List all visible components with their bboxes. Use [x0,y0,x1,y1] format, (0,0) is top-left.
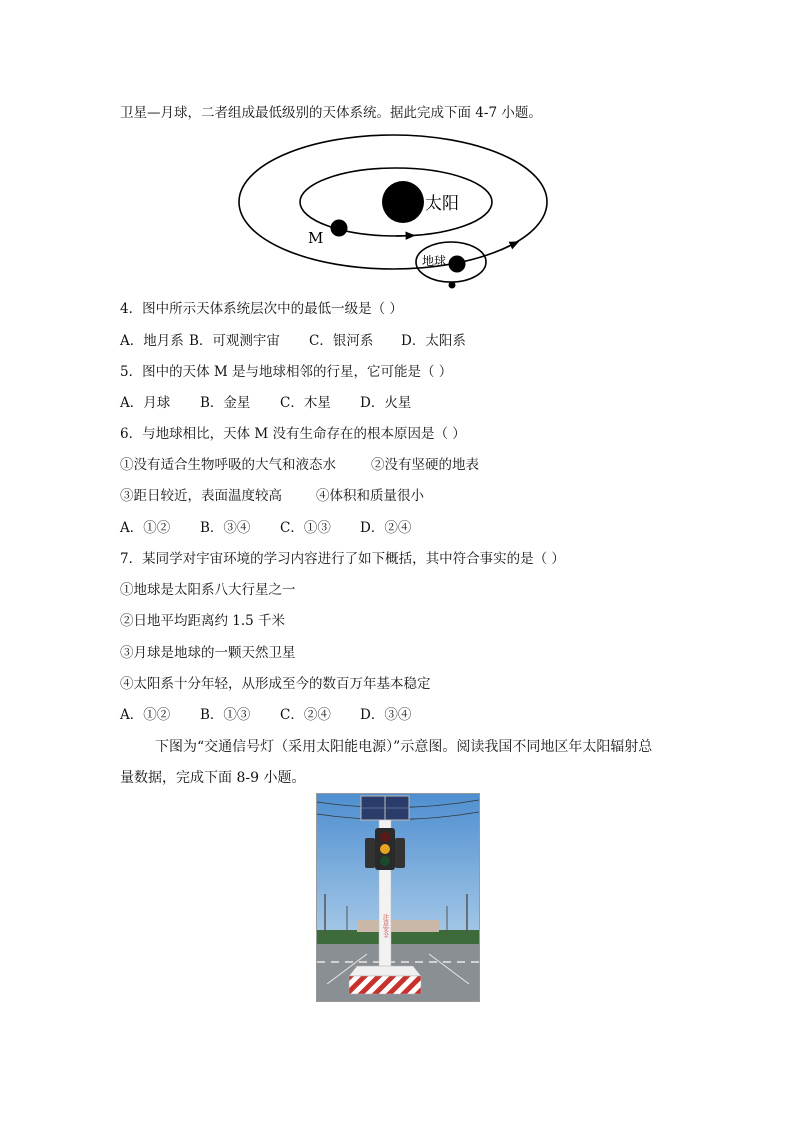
question-5-options [120,393,411,413]
question-7-statement-1: ①地球是太阳系八大行星之一 [120,582,296,598]
sun [382,181,424,223]
option-d: D．火星 [360,395,412,411]
tree-line [317,930,479,944]
option-a: A．①② [120,707,171,723]
statement-4: ④体积和质量很小 [316,488,424,504]
option-c: C．①③ [280,520,331,536]
question-7-statement-2: ②日地平均距离约 1.5 千米 [120,613,286,629]
question-4-stem: 4．图中所示天体系统层次中的最低一级是（ ） [120,301,403,317]
question-6-stem: 6．与地球相比，天体 M 没有生命存在的根本原因是（ ） [120,426,466,442]
yellow-light [380,844,390,854]
pole-slogan: 注意安全 [381,914,389,938]
planet-m [331,220,348,237]
question-7-statement-4: ④太阳系十分年轻，从形成至今的数百万年基本稳定 [120,676,431,692]
sun-label: 太阳 [425,194,459,214]
option-d: D．③④ [360,707,412,723]
option-a: A．①② [120,520,171,536]
statement-1: ①没有适合生物呼吸的大气和液态水 [120,457,336,473]
question-6-statements-row2 [120,486,424,506]
statement-3: ③距日较近，表面温度较高 [120,488,282,504]
distant-building [357,920,439,932]
option-c: C．银河系 [309,333,374,349]
red-light [380,832,390,842]
green-light [380,856,390,866]
question-4-options [120,331,466,351]
intro-line: 卫星—月球，二者组成最低级别的天体系统。据此完成下面 4-7 小题。 [120,105,542,121]
passage-line-2: 量数据，完成下面 8-9 小题。 [120,770,306,786]
option-a: A．地月系 [120,333,184,349]
moon [449,282,456,289]
option-b: B．①③ [200,707,251,723]
option-c: C．②④ [280,707,331,723]
signal-head-right [395,838,405,868]
signal-head-left [365,838,375,868]
question-5-stem: 5．图中的天体 M 是与地球相邻的行星，它可能是（ ） [120,364,453,380]
question-7-options [120,705,411,725]
question-7-statement-3: ③月球是地球的一颗天然卫星 [120,645,296,661]
solar-system-diagram [236,130,556,295]
question-6-options [120,518,411,538]
option-d: D．太阳系 [401,333,466,349]
earth-label: 地球 [422,254,447,268]
option-b: B．可观测宇宙 [189,333,280,349]
signal-base-top [349,966,421,976]
outer-orbit-arrow [501,242,518,250]
option-b: B．③④ [200,520,251,536]
signal-base-stripes [349,976,421,994]
m-label: M [308,229,324,247]
inner-orbit-arrow [396,236,414,237]
option-a: A．月球 [120,395,171,411]
question-6-statements-row1 [120,455,479,475]
passage-line-1: 下图为“交通信号灯（采用太阳能电源）”示意图。阅读我国不同地区年太阳辐射总 [155,739,653,755]
option-b: B．金星 [200,395,251,411]
traffic-light-photo [316,793,480,1002]
question-7-stem: 7．某同学对宇宙环境的学习内容进行了如下概括，其中符合事实的是（ ） [120,551,565,567]
option-c: C．木星 [280,395,331,411]
earth [449,256,466,273]
option-d: D．②④ [360,520,412,536]
statement-2: ②没有坚硬的地表 [371,457,479,473]
